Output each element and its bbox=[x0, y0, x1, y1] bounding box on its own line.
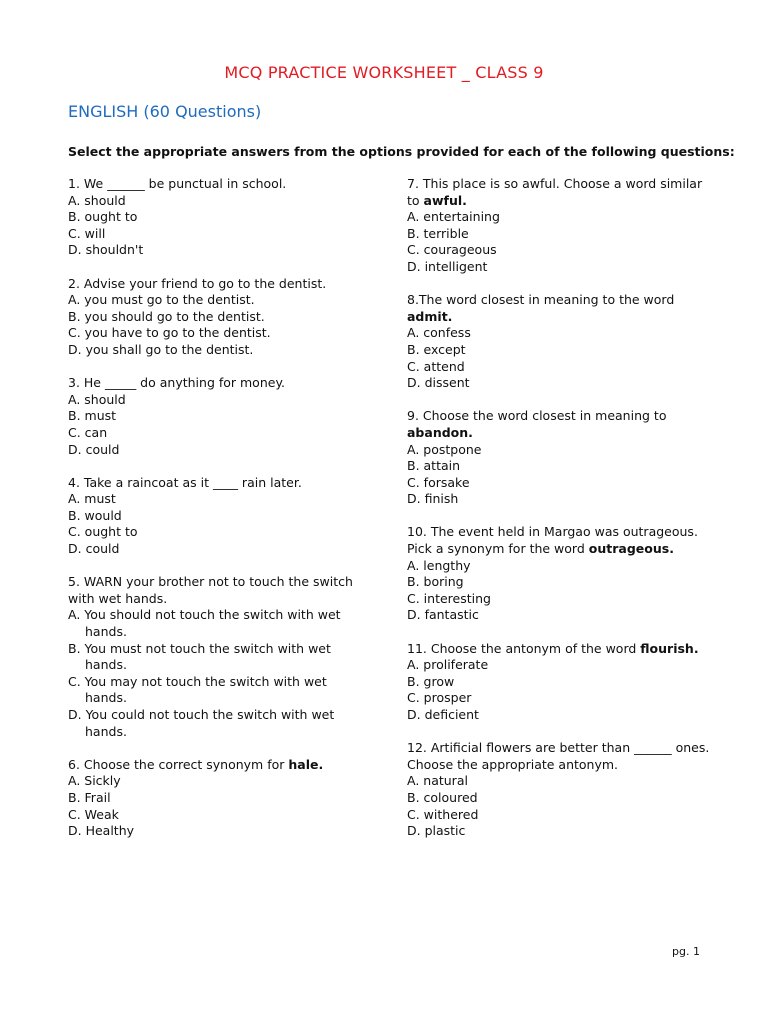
answer-option: B. boring bbox=[407, 574, 464, 590]
question-item bbox=[407, 292, 717, 392]
instructions: Select the appropriate answers from the options provided for each of the following questions: bbox=[68, 144, 735, 159]
answer-option: A. Sickly bbox=[68, 773, 121, 789]
answer-option: D. Healthy bbox=[68, 823, 135, 839]
answer-option: B. Frail bbox=[68, 789, 111, 805]
question-stem: 11. Choose the antonym of the word bbox=[407, 640, 641, 656]
question-keyword: hale bbox=[288, 756, 319, 772]
question-stem: 2. Advise your friend to go to the dentist. bbox=[68, 275, 327, 291]
answer-option: B. terrible bbox=[407, 225, 469, 241]
question-keyword: abandon bbox=[407, 424, 469, 440]
question-text bbox=[407, 408, 717, 441]
answer-option: D. You could not touch the switch with wet hands. bbox=[68, 707, 335, 739]
answer-option: D. deficient bbox=[407, 707, 479, 722]
question-keyword: admit bbox=[407, 308, 448, 324]
question-item bbox=[407, 740, 717, 840]
answer-option: B. You must not touch the switch with wet hands. bbox=[68, 640, 331, 673]
answer-option: B. except bbox=[407, 341, 466, 357]
answer-option: B. must bbox=[68, 408, 117, 424]
answer-option: A. lengthy bbox=[407, 557, 471, 573]
question-item bbox=[68, 574, 368, 740]
question-item bbox=[68, 375, 368, 458]
subject-heading: ENGLISH (60 Questions) bbox=[68, 102, 262, 121]
question-stem: 8.The word closest in meaning to the word bbox=[407, 292, 675, 308]
answer-option: B. attain bbox=[407, 458, 461, 474]
question-item bbox=[407, 176, 717, 276]
question-text bbox=[68, 574, 368, 607]
question-text bbox=[68, 176, 368, 193]
page-number: pg. 1 bbox=[672, 945, 700, 958]
worksheet-title: MCQ PRACTICE WORKSHEET _ CLASS 9 bbox=[224, 63, 544, 82]
answer-option: A. you must go to the dentist. bbox=[68, 292, 255, 308]
question-keyword: outrageous bbox=[588, 541, 670, 557]
answer-option: C. attend bbox=[407, 358, 465, 374]
answer-option: A. entertaining bbox=[407, 209, 500, 225]
question-text bbox=[407, 292, 717, 325]
question-text bbox=[68, 375, 368, 392]
question-stem: 9. Choose the word closest in meaning to bbox=[407, 408, 667, 424]
question-punctuation: . bbox=[693, 640, 699, 656]
question-keyword: flourish bbox=[640, 640, 694, 656]
answer-option: D. finish bbox=[407, 491, 459, 507]
answer-option: D. plastic bbox=[407, 823, 466, 839]
question-stem: 1. We ______ be punctual in school. bbox=[68, 176, 287, 191]
question-text bbox=[407, 740, 717, 773]
question-stem: 10. The event held in Margao was outrageous. Pick a synonym for the word bbox=[407, 524, 698, 557]
left-question-column bbox=[68, 176, 368, 856]
answer-option: A. confess bbox=[407, 325, 471, 341]
question-item bbox=[68, 176, 368, 259]
question-item bbox=[68, 757, 368, 840]
question-text bbox=[407, 524, 717, 557]
answer-option: A. must bbox=[68, 491, 116, 507]
answer-option: B. ought to bbox=[68, 209, 138, 225]
question-text bbox=[68, 276, 368, 293]
answer-option: D. you shall go to the dentist. bbox=[68, 341, 254, 357]
answer-option: C. will bbox=[68, 225, 106, 241]
question-punctuation: . bbox=[318, 756, 324, 772]
answer-option: A. should bbox=[68, 192, 126, 208]
answer-option: D. could bbox=[68, 541, 120, 557]
question-punctuation: . bbox=[462, 192, 467, 208]
question-item bbox=[407, 524, 717, 624]
question-item bbox=[68, 276, 368, 359]
answer-option: C. withered bbox=[407, 806, 479, 822]
answer-option: C. You may not touch the switch with wet hands. bbox=[68, 673, 327, 706]
answer-option: A. should bbox=[68, 391, 126, 407]
question-text bbox=[407, 641, 717, 658]
answer-option: D. intelligent bbox=[407, 258, 488, 274]
question-punctuation: . bbox=[468, 424, 473, 440]
question-item bbox=[407, 641, 717, 724]
answer-option: C. forsake bbox=[407, 474, 470, 490]
answer-option: C. courageous bbox=[407, 242, 497, 258]
question-text bbox=[68, 475, 368, 492]
answer-option: B. would bbox=[68, 507, 122, 523]
question-keyword: awful bbox=[423, 192, 463, 208]
question-text bbox=[407, 176, 717, 209]
question-stem: 5. WARN your brother not to touch the switch with wet hands. bbox=[68, 574, 353, 606]
question-text bbox=[68, 757, 368, 774]
question-stem: 3. He _____ do anything for money. bbox=[68, 375, 286, 391]
answer-option: B. you should go to the dentist. bbox=[68, 308, 265, 324]
answer-option: C. ought to bbox=[68, 524, 138, 540]
answer-option: B. coloured bbox=[407, 789, 478, 805]
answer-option: A. postpone bbox=[407, 441, 482, 457]
answer-option: A. natural bbox=[407, 773, 468, 789]
answer-option: D. shouldn't bbox=[68, 242, 144, 258]
answer-option: D. dissent bbox=[407, 375, 470, 391]
answer-option: D. could bbox=[68, 441, 120, 457]
question-item bbox=[407, 408, 717, 508]
answer-option: A. You should not touch the switch with wet hands. bbox=[68, 607, 341, 640]
answer-option: C. can bbox=[68, 424, 108, 440]
answer-option: C. prosper bbox=[407, 690, 472, 706]
question-punctuation: . bbox=[447, 308, 453, 324]
answer-option: C. you have to go to the dentist. bbox=[68, 325, 271, 341]
question-stem: 4. Take a raincoat as it ____ rain later. bbox=[68, 474, 302, 490]
answer-option: D. fantastic bbox=[407, 607, 479, 623]
answer-option: C. Weak bbox=[68, 806, 119, 822]
question-item bbox=[68, 475, 368, 558]
answer-option: C. interesting bbox=[407, 590, 491, 606]
question-stem: 12. Artificial flowers are better than ______ ones. Choose the appropriate antonym. bbox=[407, 740, 710, 772]
answer-option: B. grow bbox=[407, 673, 455, 689]
question-stem: 7. This place is so awful. Choose a word similar to bbox=[407, 176, 703, 208]
question-punctuation: . bbox=[669, 541, 674, 557]
right-question-column bbox=[407, 176, 717, 856]
answer-option: A. proliferate bbox=[407, 657, 489, 673]
question-stem: 6. Choose the correct synonym for bbox=[68, 756, 289, 772]
